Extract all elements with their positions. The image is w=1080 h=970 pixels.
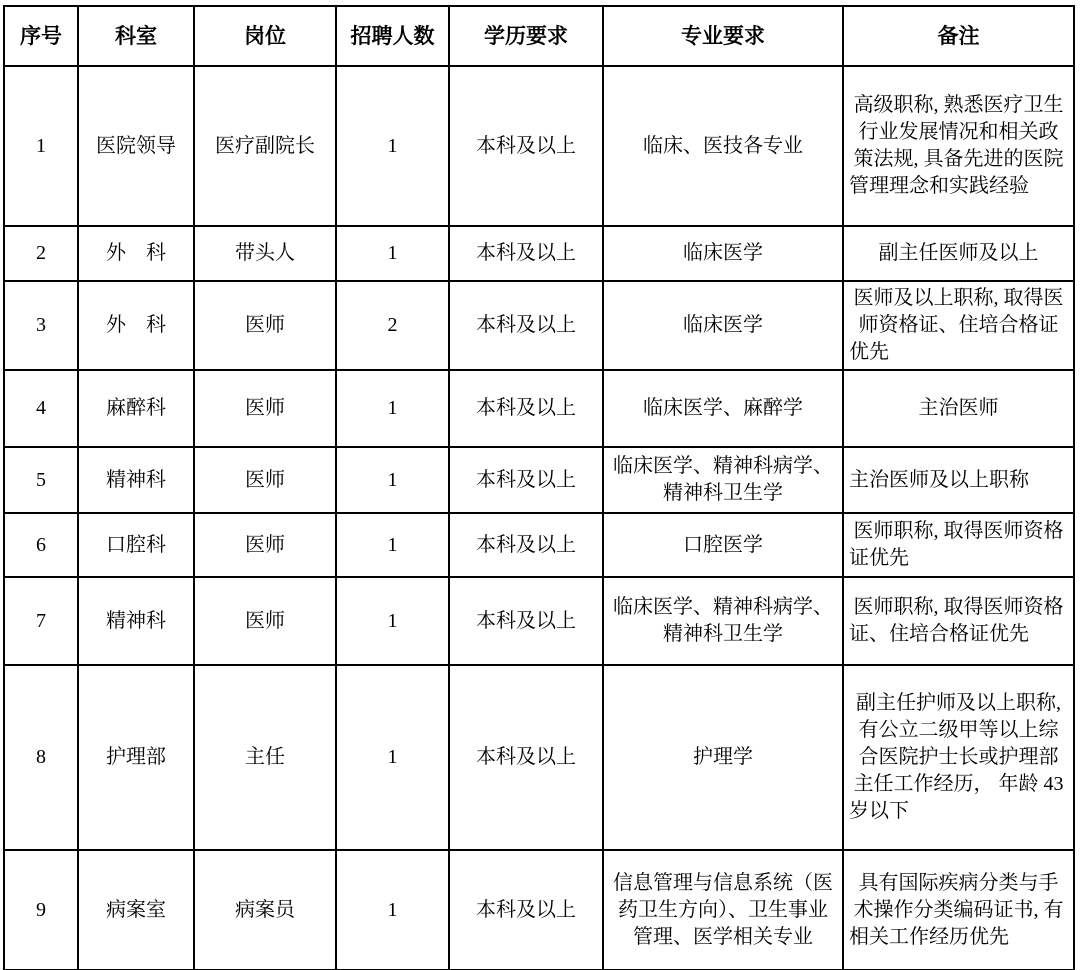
cell-edu: 本科及以上 [449,447,603,513]
cell-edu: 本科及以上 [449,513,603,577]
cell-seq: 8 [4,665,78,850]
cell-note: 副主任护师及以上职称, 有公立二级甲等以上综合医院护士长或护理部主任工作经历， 年龄 43 岁以下 [843,665,1074,850]
cell-dept: 精神科 [78,447,194,513]
cell-major: 临床、医技各专业 [603,66,843,226]
cell-note: 副主任医师及以上 [843,226,1074,281]
table-row [4,577,1074,665]
cell-dept: 病案室 [78,850,194,970]
table-row [4,226,1074,281]
cell-post: 带头人 [194,226,336,281]
cell-count: 1 [336,226,449,281]
cell-seq: 2 [4,226,78,281]
cell-seq: 7 [4,577,78,665]
cell-count: 1 [336,513,449,577]
cell-dept: 口腔科 [78,513,194,577]
cell-post: 医师 [194,370,336,447]
table-row [4,370,1074,447]
table-row [4,665,1074,850]
cell-count: 1 [336,577,449,665]
cell-seq: 6 [4,513,78,577]
cell-edu: 本科及以上 [449,665,603,850]
cell-dept: 护理部 [78,665,194,850]
header-major: 专业要求 [603,6,843,66]
table-row [4,850,1074,970]
table-header-row [4,6,1074,66]
cell-dept: 外 科 [78,226,194,281]
cell-seq: 5 [4,447,78,513]
header-edu: 学历要求 [449,6,603,66]
cell-note: 具有国际疾病分类与手术操作分类编码证书, 有相关工作经历优先 [843,850,1074,970]
cell-post: 医师 [194,513,336,577]
cell-note: 高级职称, 熟悉医疗卫生行业发展情况和相关政策法规, 具备先进的医院管理理念和实践经验 [843,66,1074,226]
cell-edu: 本科及以上 [449,577,603,665]
cell-seq: 9 [4,850,78,970]
header-post: 岗位 [194,6,336,66]
table-row [4,513,1074,577]
cell-major: 临床医学、精神科病学、精神科卫生学 [603,577,843,665]
cell-count: 1 [336,850,449,970]
cell-dept: 麻醉科 [78,370,194,447]
header-count: 招聘人数 [336,6,449,66]
cell-major: 护理学 [603,665,843,850]
cell-dept: 外 科 [78,281,194,370]
header-dept: 科室 [78,6,194,66]
cell-major: 临床医学 [603,226,843,281]
header-note: 备注 [843,6,1074,66]
cell-major: 临床医学、精神科病学、精神科卫生学 [603,447,843,513]
cell-count: 1 [336,665,449,850]
cell-post: 病案员 [194,850,336,970]
recruitment-table [3,5,1075,970]
cell-edu: 本科及以上 [449,281,603,370]
cell-count: 1 [336,66,449,226]
table-row [4,66,1074,226]
cell-major: 临床医学 [603,281,843,370]
cell-major: 临床医学、麻醉学 [603,370,843,447]
cell-post: 医疗副院长 [194,66,336,226]
table-body [4,66,1074,970]
cell-count: 1 [336,447,449,513]
cell-major: 信息管理与信息系统（医药卫生方向）、卫生事业管理、医学相关专业 [603,850,843,970]
cell-seq: 1 [4,66,78,226]
cell-edu: 本科及以上 [449,66,603,226]
cell-count: 1 [336,370,449,447]
cell-note: 医师职称, 取得医师资格证优先 [843,513,1074,577]
cell-seq: 3 [4,281,78,370]
cell-seq: 4 [4,370,78,447]
table-row [4,447,1074,513]
cell-note: 医师及以上职称, 取得医师资格证、住培合格证优先 [843,281,1074,370]
cell-note: 主治医师及以上职称 [843,447,1074,513]
cell-post: 主任 [194,665,336,850]
cell-note: 医师职称, 取得医师资格证、住培合格证优先 [843,577,1074,665]
header-seq: 序号 [4,6,78,66]
cell-major: 口腔医学 [603,513,843,577]
cell-count: 2 [336,281,449,370]
cell-note: 主治医师 [843,370,1074,447]
cell-dept: 精神科 [78,577,194,665]
table-row [4,281,1074,370]
cell-post: 医师 [194,281,336,370]
cell-post: 医师 [194,447,336,513]
cell-edu: 本科及以上 [449,850,603,970]
cell-edu: 本科及以上 [449,226,603,281]
cell-edu: 本科及以上 [449,370,603,447]
cell-post: 医师 [194,577,336,665]
cell-dept: 医院领导 [78,66,194,226]
